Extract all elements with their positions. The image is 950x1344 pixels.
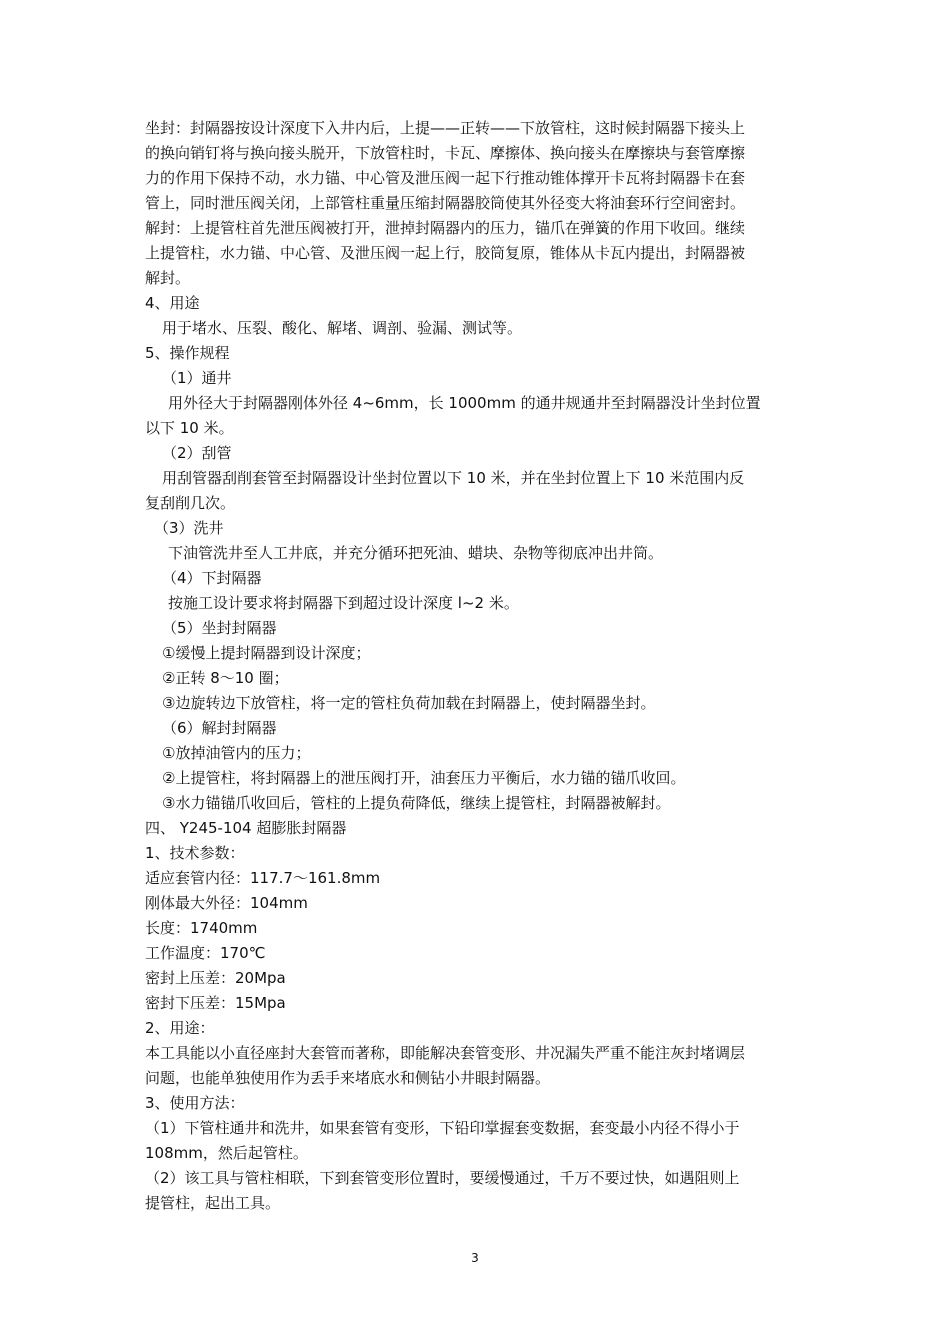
subsection-heading: （2）刮管 bbox=[162, 444, 232, 462]
text-line: 提管柱，起出工具。 bbox=[145, 1194, 281, 1212]
spec-line: 适应套管内径：117.7～161.8mm bbox=[145, 869, 381, 887]
text-line: ①缓慢上提封隔器到设计深度； bbox=[162, 644, 371, 662]
text-line: 用外径大于封隔器刚体外径 4~6mm，长 1000mm 的通井规通井至封隔器没计坐封位置 bbox=[168, 394, 761, 412]
section-heading: 5、操作规程 bbox=[145, 344, 230, 362]
section-heading: 2、用途： bbox=[145, 1019, 215, 1037]
section-heading: 1、技术参数： bbox=[145, 844, 245, 862]
text-line: 解封。 bbox=[145, 269, 191, 287]
page-number: 3 bbox=[471, 1251, 479, 1265]
text-line: ②正转 8～10 圈； bbox=[162, 669, 289, 687]
spec-line: 密封下压差：15Mpa bbox=[145, 994, 286, 1012]
text-line: 的换向销钉将与换向接头脱开，下放管柱时，卡瓦、摩擦体、换向接头在摩擦块与套管摩擦 bbox=[145, 144, 746, 162]
spec-line: 长度：1740mm bbox=[145, 919, 258, 937]
subsection-heading: （1）通井 bbox=[162, 369, 232, 387]
section-heading: 3、使用方法： bbox=[145, 1094, 245, 1112]
text-line: 用刮管器刮削套管至封隔器设计坐封位置以下 10 米，并在坐封位置上下 10 米范围内反 bbox=[162, 469, 745, 487]
text-line: ①放掉油管内的压力； bbox=[162, 744, 311, 762]
text-line: 按施工设计要求将封隔器下到超过设计深度 l~2 米。 bbox=[168, 594, 519, 612]
text-line: 坐封：封隔器按设计深度下入井内后，上提——正转——下放管柱，这时候封隔器下接头上 bbox=[145, 119, 746, 137]
text-line: 上提管柱，水力锚、中心管、及泄压阀一起上行，胶筒复原，锥体从卡瓦内提出，封隔器被 bbox=[145, 244, 746, 262]
text-line: 管上，同时泄压阀关闭，上部管柱重量压缩封隔器胶筒使其外径变大将油套环行空间密封。 bbox=[145, 194, 746, 212]
text-line: 复刮削几次。 bbox=[145, 494, 236, 512]
text-line: ③水力锚锚爪收回后，管柱的上提负荷降低，继续上提管柱，封隔器被解封。 bbox=[162, 794, 671, 812]
text-line: 力的作用下保持不动，水力锚、中心管及泄压阀一起下行推动锥体撑开卡瓦将封隔器卡在套 bbox=[145, 169, 746, 187]
text-line: 以下 10 米。 bbox=[145, 419, 234, 437]
text-line: ②上提管柱，将封隔器上的泄压阀打开，油套压力平衡后，水力锚的锚爪收回。 bbox=[162, 769, 686, 787]
text-line: 本工具能以小直径座封大套管而著称，即能解决套管变形、井况漏失严重不能注灰封堵调层 bbox=[145, 1044, 746, 1062]
text-line: 用于堵水、压裂、酸化、解堵、调剖、验漏、测试等。 bbox=[162, 319, 523, 337]
spec-line: 刚体最大外径：104mm bbox=[145, 894, 308, 912]
text-line: 108mm，然后起管柱。 bbox=[145, 1144, 308, 1162]
text-line: ③边旋转边下放管柱，将一定的管柱负荷加载在封隔器上，使封隔器坐封。 bbox=[162, 694, 656, 712]
text-line: 解封：上提管柱首先泄压阀被打开，泄掉封隔器内的压力，锚爪在弹簧的作用下收回。继续 bbox=[145, 219, 746, 237]
text-line: 下油管洗井至人工井底，并充分循环把死油、蜡块、杂物等彻底冲出井筒。 bbox=[168, 544, 664, 562]
text-line: （1）下管柱通井和洗井，如果套管有变形，下铅印掌握套变数据，套变最小内径不得小于 bbox=[145, 1119, 740, 1137]
subsection-heading: （4）下封隔器 bbox=[162, 569, 262, 587]
spec-line: 密封上压差：20Mpa bbox=[145, 969, 286, 987]
spec-line: 工作温度：170℃ bbox=[145, 944, 266, 962]
subsection-heading: （5）坐封封隔器 bbox=[162, 619, 277, 637]
text-line: （2）该工具与管柱相联，下到套管变形位置时，要缓慢通过，千万不要过快，如遇阻则上 bbox=[145, 1169, 740, 1187]
section-heading: 4、用途 bbox=[145, 294, 200, 312]
section-heading: 四、 Y245-104 超膨胀封隔器 bbox=[145, 819, 347, 837]
text-line: 问题，也能单独使用作为丢手来堵底水和侧钻小井眼封隔器。 bbox=[145, 1069, 551, 1087]
subsection-heading: （3）洗井 bbox=[154, 519, 224, 537]
subsection-heading: （6）解封封隔器 bbox=[162, 719, 277, 737]
